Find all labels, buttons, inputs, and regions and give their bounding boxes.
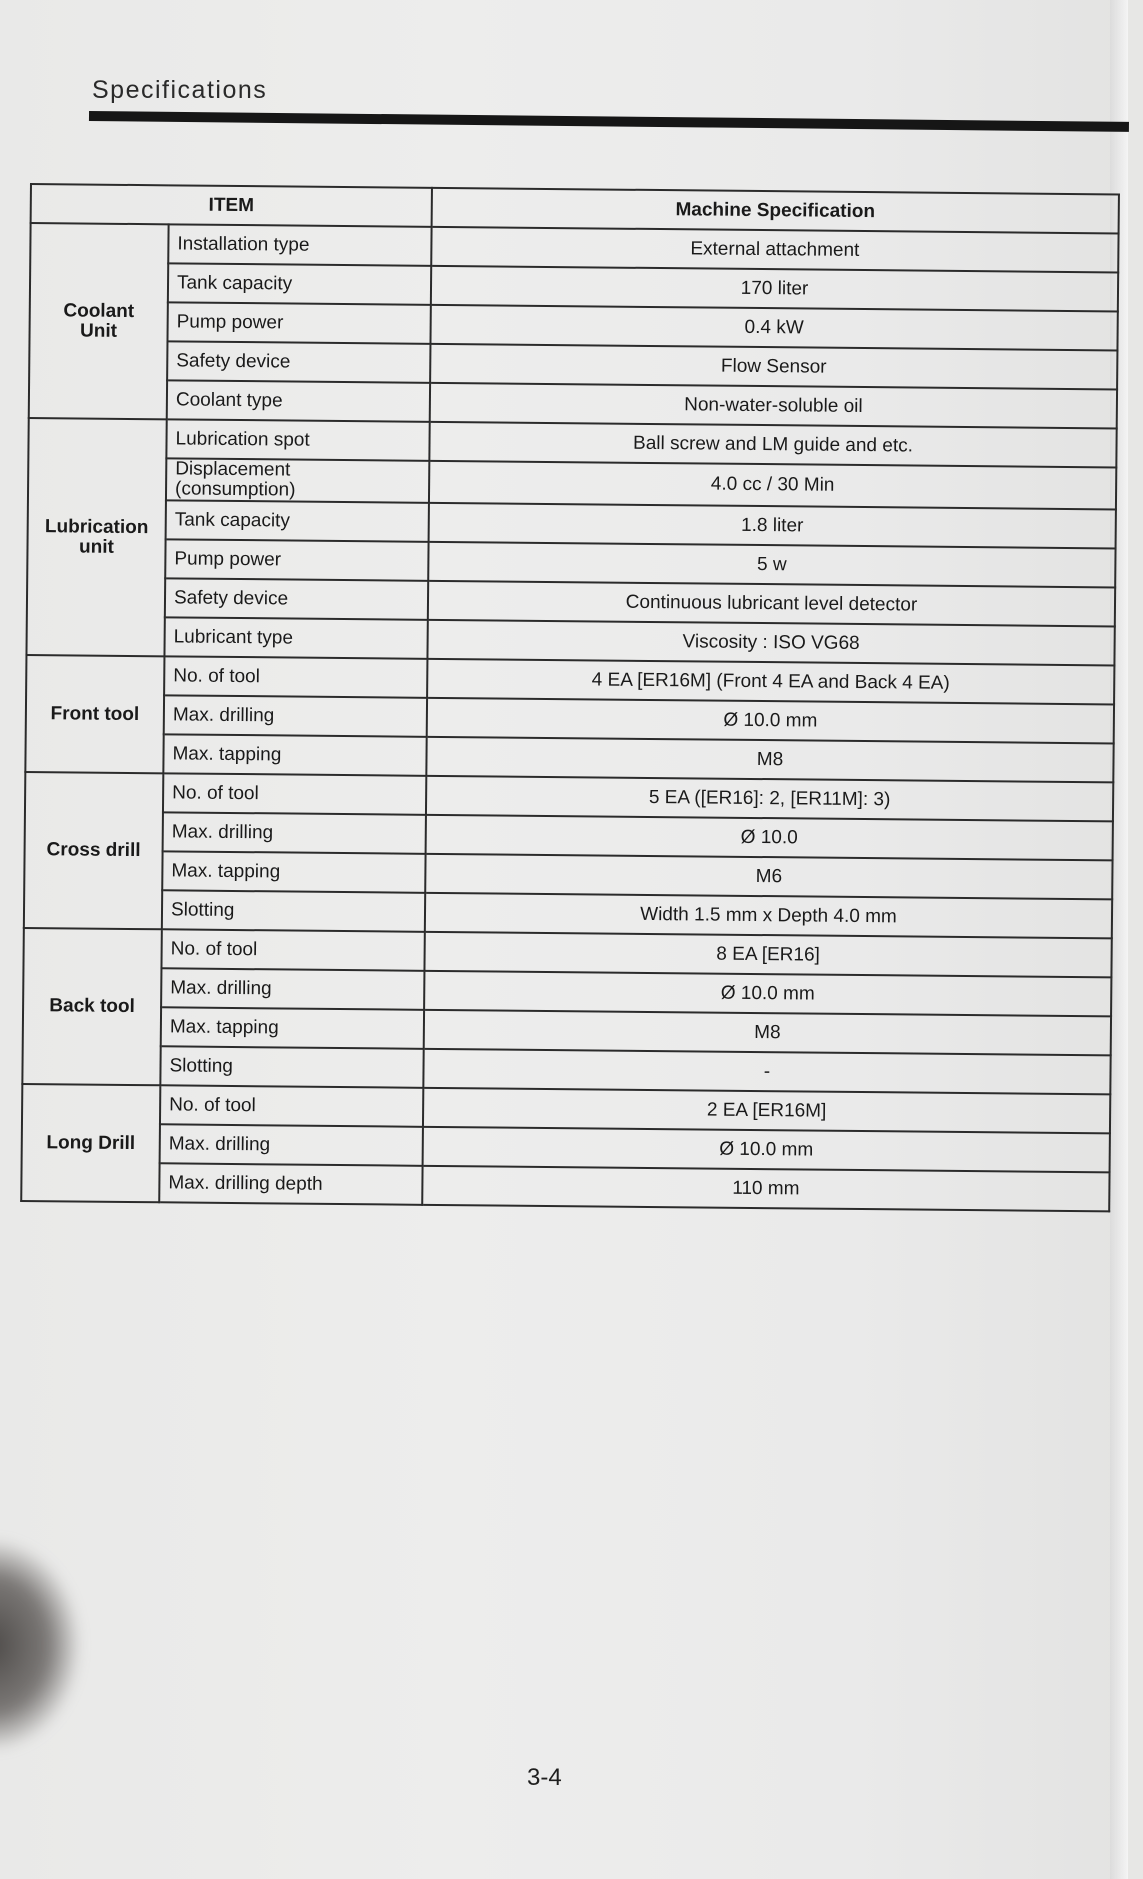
value-cell: 8 EA [ER16] [424, 932, 1111, 978]
value-cell: External attachment [431, 227, 1118, 273]
value-cell: Ø 10.0 [426, 815, 1113, 861]
item-cell: Installation type [168, 224, 431, 266]
item-cell: Max. drilling [163, 812, 426, 854]
group-label-lubrication-unit: Lubrication unit [26, 418, 166, 656]
item-cell: Slotting [162, 890, 425, 932]
item-cell: Max. tapping [161, 1007, 424, 1049]
group-label-back-tool: Back tool [22, 928, 161, 1085]
page-title: Specifications [92, 76, 268, 104]
value-cell: Ball screw and LM guide and etc. [429, 422, 1116, 468]
item-cell: Safety device [165, 578, 428, 620]
item-cell: Safety device [167, 341, 430, 383]
value-cell: 5 EA ([ER16]: 2, [ER11M]: 3) [426, 776, 1113, 822]
value-cell: 4.0 cc / 30 Min [429, 461, 1116, 510]
item-cell: Tank capacity [168, 263, 431, 305]
item-cell: Tank capacity [166, 500, 429, 542]
group-label-cross-drill: Cross drill [24, 772, 163, 929]
value-cell: Ø 10.0 mm [427, 698, 1114, 744]
value-cell: Continuous lubricant level detector [428, 581, 1115, 627]
item-cell: No. of tool [164, 656, 427, 698]
page-number: 3-4 [527, 1764, 562, 1791]
item-cell: Slotting [160, 1046, 423, 1088]
spec-table-container [20, 183, 1120, 1212]
item-cell: Pump power [167, 302, 430, 344]
value-cell: 0.4 kW [430, 305, 1117, 351]
item-cell: Max. drilling [161, 968, 424, 1010]
item-cell: Lubricant type [164, 617, 427, 659]
value-cell: M8 [424, 1010, 1111, 1056]
value-cell: Ø 10.0 mm [424, 971, 1111, 1017]
value-cell: M6 [425, 854, 1112, 900]
item-cell: No. of tool [160, 1085, 423, 1127]
value-cell: 4 EA [ER16M] (Front 4 EA and Back 4 EA) [427, 659, 1114, 705]
value-cell: Non-water-soluble oil [430, 383, 1117, 429]
value-cell: 170 liter [431, 266, 1118, 312]
header-rule [89, 111, 1129, 132]
item-cell: Max. drilling [164, 695, 427, 737]
item-cell: Max. tapping [162, 851, 425, 893]
value-cell: Flow Sensor [430, 344, 1117, 390]
value-cell: Viscosity : ISO VG68 [427, 620, 1114, 666]
item-cell: Pump power [165, 539, 428, 581]
item-cell: Lubrication spot [166, 419, 429, 461]
value-cell: 110 mm [422, 1166, 1109, 1212]
value-cell: M8 [426, 737, 1113, 783]
item-cell: Displacement (consumption) [166, 458, 429, 503]
value-cell: 5 w [428, 542, 1115, 588]
value-cell: 2 EA [ER16M] [423, 1088, 1110, 1134]
item-cell: No. of tool [163, 773, 426, 815]
value-cell: Width 1.5 mm x Depth 4.0 mm [425, 893, 1112, 939]
spec-column-header: Machine Specification [432, 188, 1119, 234]
item-cell: No. of tool [161, 929, 424, 971]
value-cell: 1.8 liter [429, 503, 1116, 549]
group-label-front-tool: Front tool [25, 655, 164, 773]
item-cell: Max. drilling depth [159, 1163, 422, 1205]
item-cell: Max. drilling [160, 1124, 423, 1166]
item-column-header: ITEM [31, 184, 432, 227]
value-cell: - [423, 1049, 1110, 1095]
group-label-long-drill: Long Drill [21, 1084, 160, 1202]
spec-table [20, 183, 1120, 1212]
group-label-coolant-unit: Coolant Unit [29, 223, 169, 419]
value-cell: Ø 10.0 mm [423, 1127, 1110, 1173]
item-cell: Coolant type [167, 380, 430, 422]
thumb-shadow [0, 1540, 80, 1750]
item-cell: Max. tapping [163, 734, 426, 776]
